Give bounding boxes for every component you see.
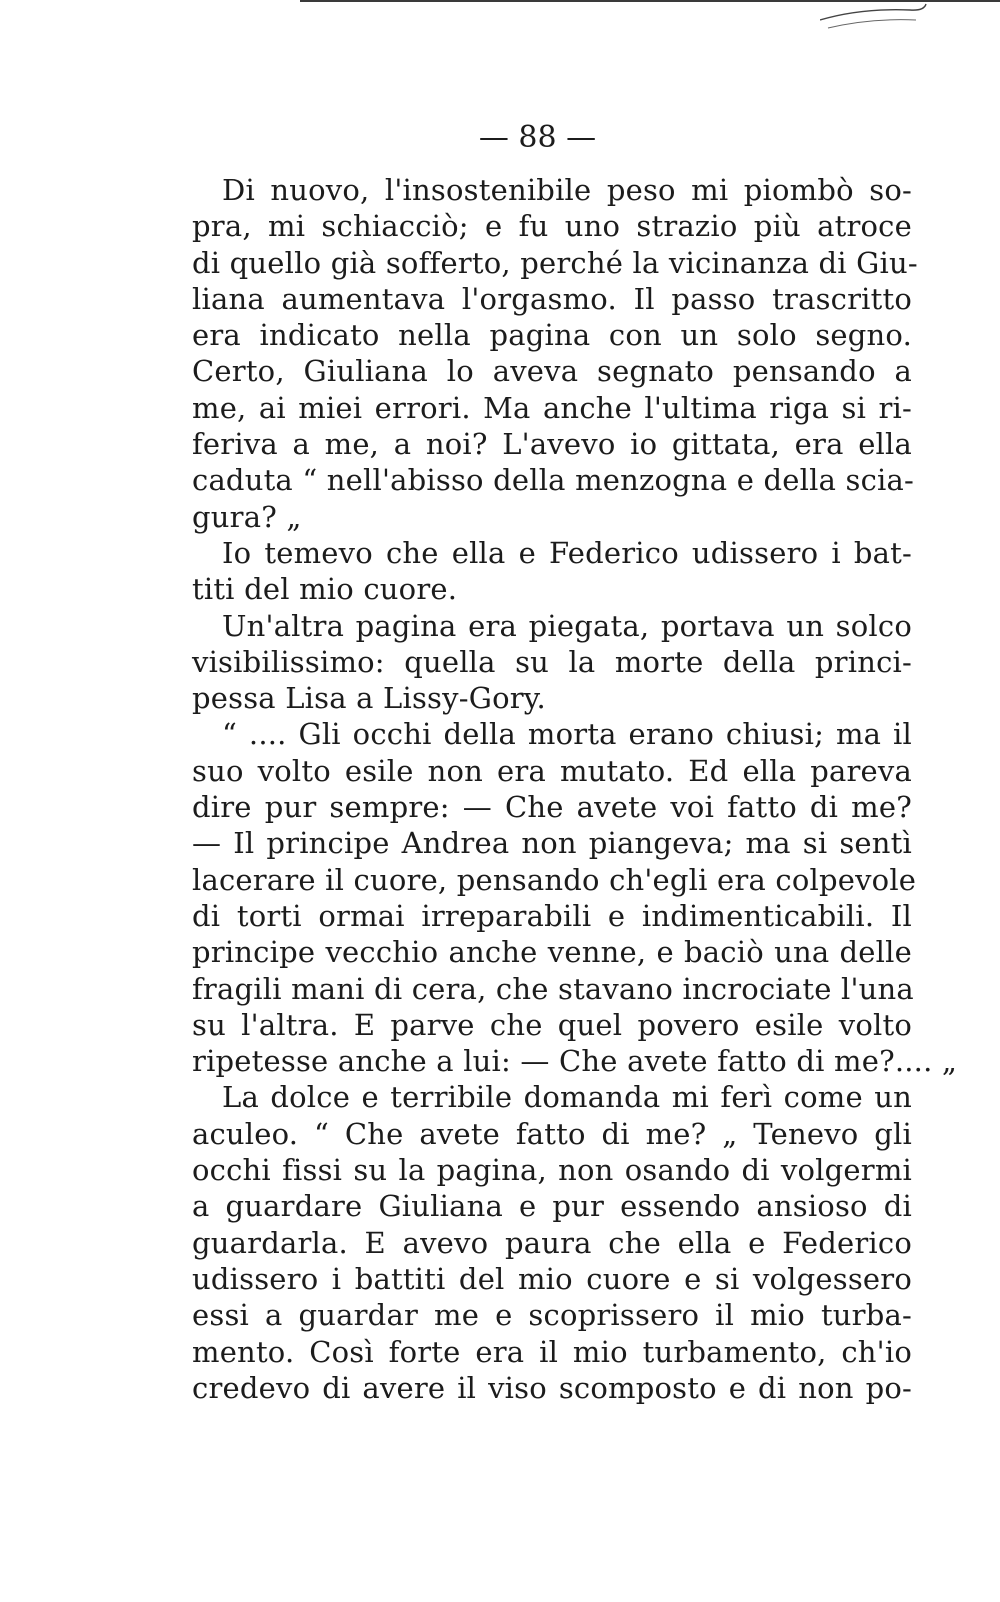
text-line: feriva a me, a noi? L'avevo io gittata, era ella [192,427,912,462]
text-line: Certo, Giuliana lo aveva segnato pensando a [192,354,912,389]
text-line: Un'altra pagina era piegata, portava un solco [222,608,912,643]
text-line: visibilissimo: quella su la morte della princi- [192,644,912,679]
text-line: titi del mio cuore. [192,572,458,607]
text-line: suo volto esile non era mutato. Ed ella pareva [192,753,912,788]
text-line: principe vecchio anche venne, e baciò una delle [192,935,912,970]
text-line: lacerare il cuore, pensando ch'egli era colpevole [192,862,917,897]
text-line: ripetesse anche a lui: — Che avete fatto di me?.... „ [192,1044,958,1079]
text-line: guardarla. E avevo paura che ella e Federico [192,1225,912,1260]
text-line: “ .... Gli occhi della morta erano chiusi; ma il [222,717,912,752]
text-line: di quello già sofferto, perché la vicinanza di Giu- [192,245,918,280]
text-line: essi a guardar me e scoprissero il mio turba- [192,1298,912,1333]
text-line: mento. Così forte era il mio turbamento, ch'io [192,1334,912,1369]
text-line: aculeo. “ Che avete fatto di me? „ Tenevo gli [192,1116,912,1151]
text-line: dire pur sempre: — Che avete voi fatto di me? [192,790,912,825]
text-line: occhi fissi su la pagina, non osando di volgermi [192,1153,912,1188]
text-line: — Il principe Andrea non piangeva; ma si sentì [192,826,912,861]
text-line: caduta “ nell'abisso della menzogna e della scia- [192,463,914,498]
text-line: fragili mani di cera, che stavano incrociate l'una [192,971,914,1006]
text-line: di torti ormai irreparabili e indimenticabili. Il [192,898,912,933]
text-line: liana aumentava l'orgasmo. Il passo trascritto [192,281,912,316]
text-line: gura? „ [192,499,302,534]
text-line: era indicato nella pagina con un solo segno. [192,318,912,353]
text-line: Io temevo che ella e Federico udissero i bat- [222,535,912,570]
scan-corner-mark [820,2,930,36]
text-line: credevo di avere il viso scomposto e di non po- [192,1370,912,1405]
text-line: Di nuovo, l'insostenibile peso mi piombò so- [222,173,912,207]
page-number: — 88 — [478,120,597,155]
text-line: udissero i battiti del mio cuore e si volgessero [192,1261,912,1296]
body-text [192,172,958,1406]
text-line: su l'altra. E parve che quel povero esile volto [192,1007,912,1042]
text-line: La dolce e terribile domanda mi ferì come un [222,1080,912,1115]
text-line: pessa Lisa a Lissy-Gory. [192,681,546,716]
text-line: a guardare Giuliana e pur essendo ansioso di [192,1189,912,1224]
text-line: pra, mi schiacciò; e fu uno strazio più atroce [192,209,912,244]
text-line: me, ai miei errori. Ma anche l'ultima riga si ri- [192,390,912,425]
